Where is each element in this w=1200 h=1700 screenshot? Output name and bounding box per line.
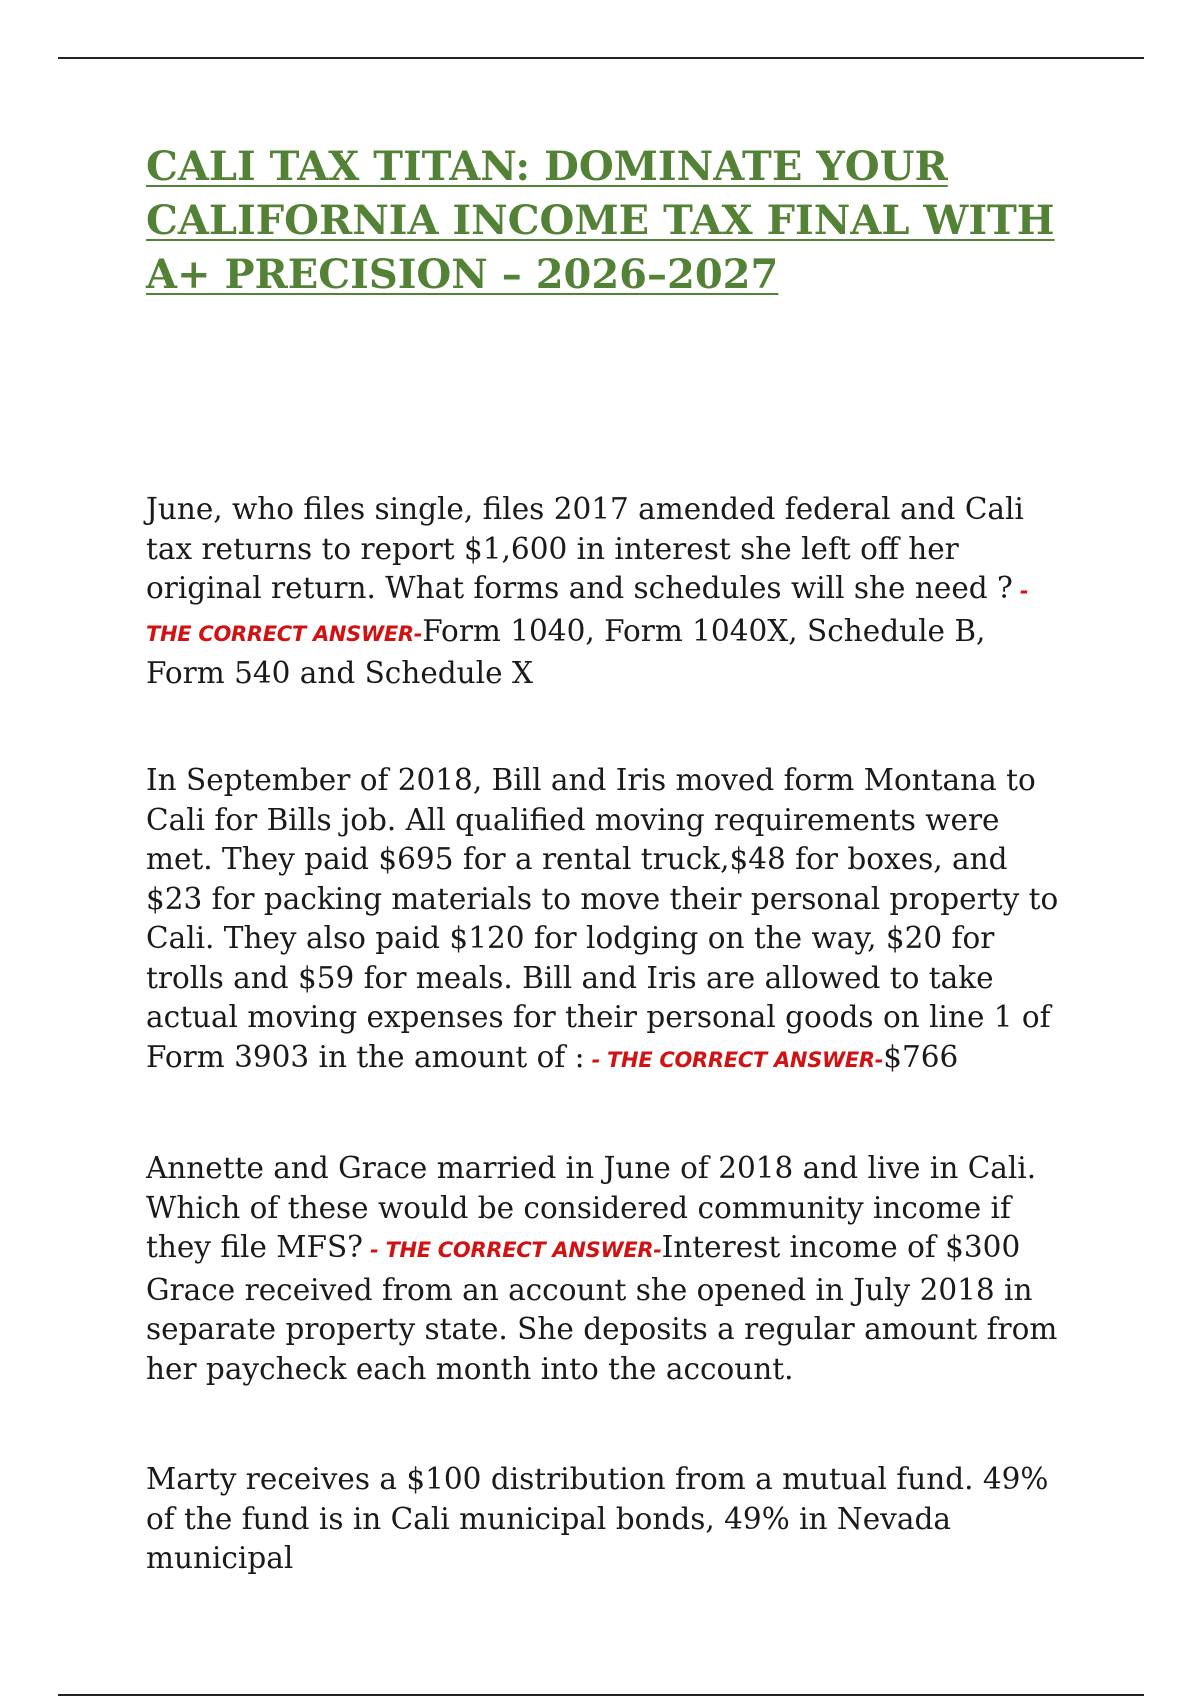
qa-item-2 xyxy=(146,761,1066,1080)
answer-tag: - THE CORRECT ANSWER- xyxy=(146,579,1029,646)
qa-item-3 xyxy=(146,1149,1066,1389)
question-text: Annette and Grace married in June of 2018 and live in Cali. Which of these would be considered community income if they file MFS? xyxy=(146,1151,1037,1264)
answer-text: $766 xyxy=(883,1039,959,1074)
footer-rule xyxy=(58,1694,1144,1696)
question-text: In September of 2018, Bill and Iris moved form Montana to Cali for Bills job. All qualified moving requirements were met. They paid $695 for a rental truck,$48 for boxes, and $23 for packing materials to move their personal property to Cali. They also paid $120 for lodging on the way, $20 for trolls and $59 for meals. Bill and Iris are allowed to take actual moving expenses for their personal goods on line 1 of Form 3903 in the amount of : xyxy=(146,763,1059,1074)
answer-tag: - THE CORRECT ANSWER- xyxy=(584,1047,884,1072)
qa-item-1 xyxy=(146,490,1066,694)
answer-text: Form 1040, Form 1040X, Schedule B, Form 540 and Schedule X xyxy=(146,613,986,690)
document-title: CALI TAX TITAN: DOMINATE YOUR CALIFORNIA INCOME TAX FINAL WITH A+ PRECISION – 2026–2027 xyxy=(146,143,1055,298)
answer-tag: - THE CORRECT ANSWER- xyxy=(363,1238,662,1262)
question-text: June, who files single, files 2017 amended federal and Cali tax returns to report $1,600 in interest she left off her original return. What forms and schedules will she need ? xyxy=(146,492,1024,605)
header-rule xyxy=(58,57,1144,59)
qa-item-4 xyxy=(146,1460,1066,1579)
answer-text: Interest income of $300 Grace received from an account she opened in July 2018 in separate property state. She deposits a regular amount from her paycheck each month into the account. xyxy=(146,1230,1058,1386)
question-text: Marty receives a $100 distribution from a mutual fund. 49% of the fund is in Cali municipal bonds, 49% in Nevada municipal xyxy=(146,1462,1049,1575)
